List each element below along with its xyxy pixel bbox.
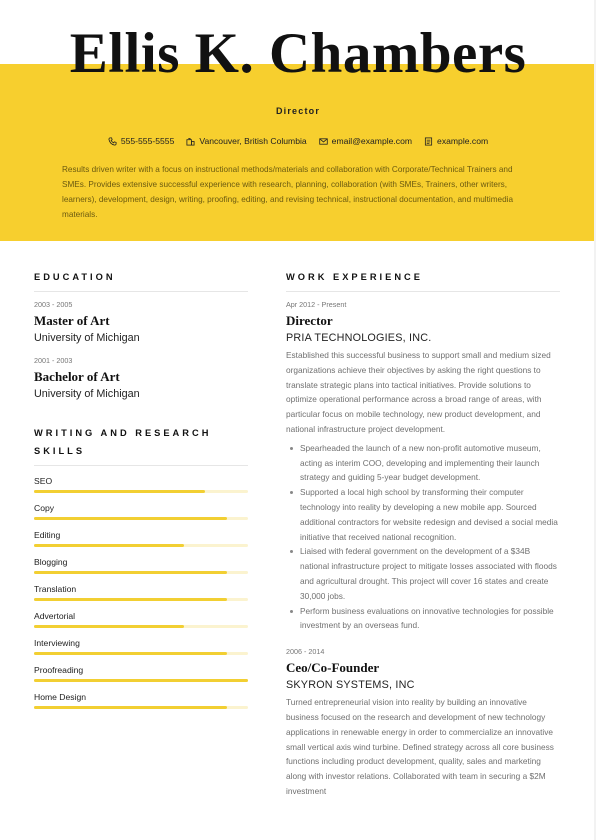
job-description: Established this successful business to support small and medium sized organizations achieve their objectives by asking the right questions to translate strategic plans into tactical initiatives. Provide solutions to optimize operational performance across a broad range of areas, with particular focus on mobile technology, new product development, and national infrastructure project development.: [286, 350, 551, 434]
contact-location: [186, 136, 306, 146]
job-bullet: Spearheaded the launch of a new non-profit automotive museum, acting as interim COO, developing and implementing their launch strategy and guiding 5-year budget development.: [300, 441, 560, 485]
education-heading: EDUCATION: [34, 268, 248, 292]
skill-name: Home Design: [34, 692, 87, 702]
job-title: Director: [286, 313, 333, 328]
contact-phone[interactable]: [108, 136, 175, 146]
skill-bar-fill: [34, 490, 205, 493]
skill-bar: [34, 544, 248, 547]
skill-name: Advertorial: [34, 611, 76, 621]
skill-bar: [34, 571, 248, 574]
skill-name: SEO: [34, 476, 53, 486]
contact-phone-text: 555-555-5555: [120, 136, 175, 146]
page-cutoff: [286, 806, 566, 816]
school-name: University of Michigan: [34, 332, 140, 344]
skill-item: [34, 530, 248, 547]
skill-name: Proofreading: [34, 665, 84, 675]
skill-item: [34, 638, 248, 655]
candidate-name: Ellis K. Chambers: [69, 22, 527, 85]
skill-name: Copy: [34, 503, 55, 513]
education-item: [34, 300, 248, 344]
contact-website[interactable]: [424, 136, 488, 146]
skill-name: Blogging: [34, 557, 68, 567]
skill-bar-fill: [34, 706, 227, 709]
contact-website-text: example.com: [437, 136, 489, 146]
skill-item: [34, 557, 248, 574]
skill-bar: [34, 652, 248, 655]
skill-bar-fill: [34, 625, 184, 628]
skill-name: Editing: [34, 530, 61, 540]
contact-email[interactable]: [319, 136, 412, 146]
job-dates: Apr 2012 - Present: [286, 300, 347, 309]
experience-heading: WORK EXPERIENCE: [286, 268, 560, 292]
skill-item: [34, 476, 248, 493]
mail-icon: [319, 137, 328, 146]
job-bullets: [286, 441, 560, 633]
phone-icon: [108, 137, 117, 146]
skill-bar: [34, 598, 248, 601]
job-bullet: Supported a local high school by transforming their computer technology into reality by developing a new mobile app. Sourced additional contractors for website redesign and devised a social media initiative that received national recognition.: [300, 485, 560, 544]
skills-list: [34, 476, 248, 709]
left-column: [34, 268, 248, 709]
skill-bar: [34, 517, 248, 520]
degree-name: Bachelor of Art: [34, 369, 120, 384]
contact-email-text: email@example.com: [331, 136, 413, 146]
education-dates: 2001 - 2003: [34, 356, 73, 365]
skill-item: [34, 692, 248, 709]
job-title: Ceo/Co-Founder: [286, 660, 380, 676]
skills-heading: WRITING AND RESEARCH SKILLS: [34, 424, 248, 466]
skill-item: [34, 665, 248, 682]
skill-bar: [34, 679, 248, 682]
skill-bar: [34, 625, 248, 628]
education-dates: 2003 - 2005: [34, 300, 73, 309]
skill-bar-fill: [34, 652, 227, 655]
skill-item: [34, 584, 248, 601]
skill-bar: [34, 490, 248, 493]
skill-name: Translation: [34, 584, 77, 594]
skill-bar: [34, 706, 248, 709]
skill-item: [34, 611, 248, 628]
job-bullet: Liaised with federal government on the development of a $34B national infrastructure project to mitigate losses associated with floods and agricultural drought. This project will cover 16 states and create 30,000 jobs.: [300, 544, 560, 603]
page-bottom-edge: [0, 836, 596, 840]
skill-bar-fill: [34, 517, 227, 520]
skill-item: [34, 503, 248, 520]
contact-location-text: Vancouver, British Columbia: [199, 136, 307, 146]
school-name: University of Michigan: [34, 388, 140, 400]
job-entry: [286, 647, 560, 799]
skill-bar-fill: [34, 679, 248, 682]
building-icon: [186, 137, 195, 146]
skill-bar-fill: [34, 598, 227, 601]
degree-name: Master of Art: [34, 313, 110, 328]
company-name: SKYRON SYSTEMS, INC: [286, 679, 415, 692]
professional-summary: Results driven writer with a focus on instructional methods/materials and collaboration with Corporate/Technical Trainers and SMEs. Provides extensive successful experience with research, planning, collaboration (with SMEs, Trainers, other writers, learners), development, design, writing, proofing, editing, and revising technical, instructional documentation, and multimedia materials.: [62, 165, 514, 219]
web-icon: [424, 137, 433, 146]
job-bullet: Perform business evaluations on innovative technologies for possible investment by an overseas fund.: [300, 604, 560, 634]
contact-row: [0, 136, 596, 146]
job-description: Turned entrepreneurial vision into reality by building an innovative business focused on the research and development of new technology applications in renewable energy in order to commercialize an innovative small vertical axis wind turbine. Defined strategy across all core business functions including product development, quality, sales and marketing along with investor relations. Collaborated with team in securing a $2M investment: [286, 697, 554, 796]
skill-bar-fill: [34, 571, 227, 574]
job-entry: [286, 300, 560, 633]
job-dates: 2006 - 2014: [286, 647, 325, 657]
company-name: PRIA TECHNOLOGIES, INC.: [286, 332, 432, 344]
right-column: [286, 268, 560, 799]
skill-bar-fill: [34, 544, 184, 547]
job-title-header: Director: [275, 106, 321, 116]
skill-name: Interviewing: [34, 638, 80, 648]
education-item: [34, 356, 248, 400]
